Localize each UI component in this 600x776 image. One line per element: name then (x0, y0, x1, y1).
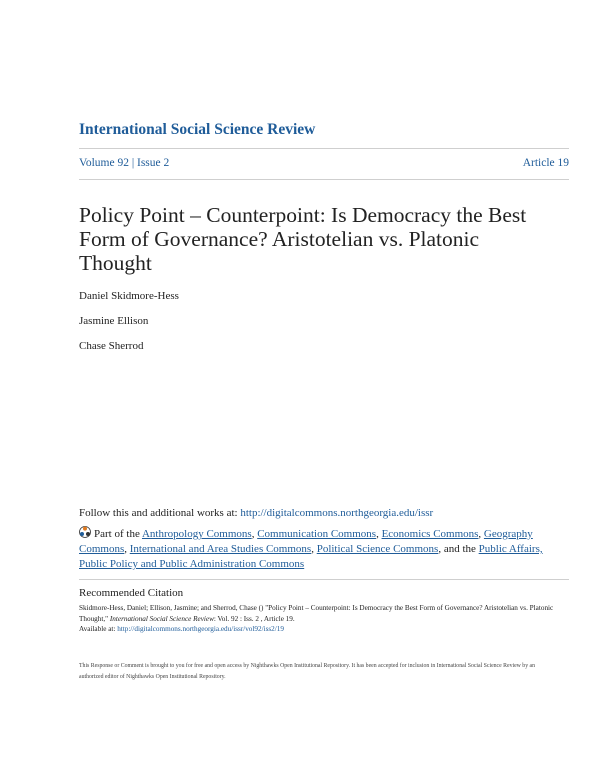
citation-body (79, 603, 559, 635)
author-1: Daniel Skidmore-Hess (79, 290, 179, 302)
volume-issue: Volume 92 | Issue 2 (79, 157, 170, 169)
citation-text-b: : Vol. 92 : Iss. 2 , Article 19. (213, 614, 295, 623)
journal-title: International Social Science Review (79, 121, 316, 138)
commons-link-public-affairs[interactable]: Public Affairs, Public Policy and Public Administration Commons (79, 543, 543, 570)
citation-heading: Recommended Citation (79, 587, 184, 599)
commons-link-economics[interactable]: Economics Commons (381, 528, 479, 540)
follow-line (79, 507, 433, 519)
citation-url[interactable]: http://digitalcommons.northgeorgia.edu/issr/vol92/iss2/19 (117, 625, 284, 633)
citation-text-a: Skidmore-Hess, Daniel; Ellison, Jasmine; and Sherrod, Chase () "Policy Point – Counterpoint: Is Democracy the Best Form of Governance? Aristotelian vs. Platonic Thought," (79, 604, 554, 623)
article-title: Policy Point – Counterpoint: Is Democracy the Best Form of Governance? Aristotelian vs. Platonic Thought (79, 203, 527, 275)
author-2: Jasmine Ellison (79, 315, 149, 327)
header-divider-bottom (79, 179, 569, 180)
header-divider-top (79, 148, 569, 149)
citation-journal: International Social Science Review (109, 614, 214, 623)
citation-available-label: Available at: (79, 625, 116, 633)
repository-footnote: This Response or Comment is brought to you for free and open access by Nighthawks Open Institutional Repository. It has been accepted for inclusion in International Social Science Review by an authorized editor of Nighthawks Open Institutional Repository. (79, 663, 536, 680)
commons-link-international-area-studies[interactable]: International and Area Studies Commons (129, 543, 312, 555)
commons-link-communication[interactable]: Communication Commons (257, 528, 377, 540)
commons-link-anthropology[interactable]: Anthropology Commons (141, 528, 252, 540)
author-3: Chase Sherrod (79, 340, 144, 352)
part-of-lead: Part of the (94, 528, 140, 540)
part-of-commons: Part of the Anthropology Commons, Communication Commons, Economics Commons, Geography Commons, International and Area Studies Commons, Political Science Commons, and the Public Affairs, Public Policy and Public Administration Commons (79, 528, 543, 570)
commons-link-geography[interactable]: Geography Commons (79, 528, 533, 555)
commons-link-political-science[interactable]: Political Science Commons (316, 543, 439, 555)
citation-divider (79, 579, 569, 580)
follow-link[interactable]: http://digitalcommons.northgeorgia.edu/issr (240, 507, 434, 519)
article-number: Article 19 (522, 157, 569, 169)
follow-label: Follow this and additional works at: (79, 507, 238, 519)
network-icon (79, 526, 91, 538)
